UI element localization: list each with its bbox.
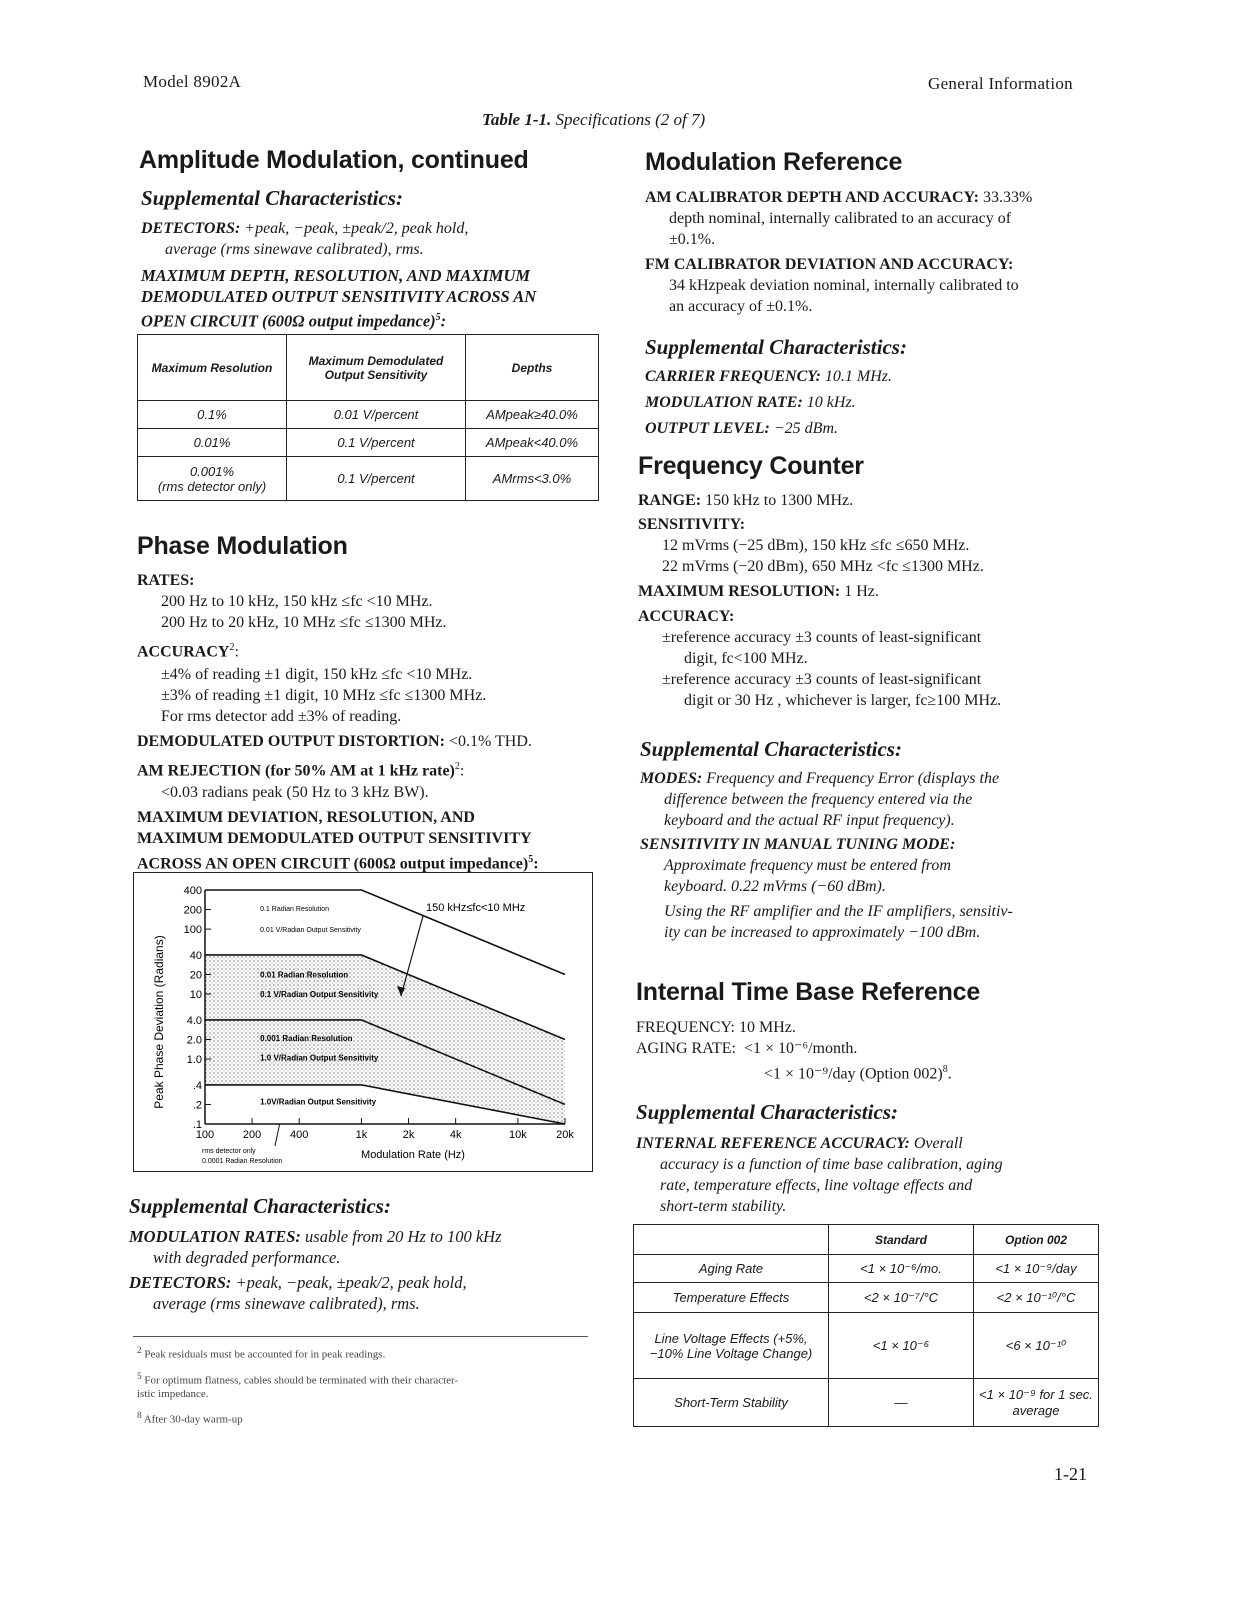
ira-line-4: short-term stability. (660, 1198, 787, 1215)
fc-acc-line-3: ±reference accuracy ±3 counts of least-significant (662, 671, 982, 688)
am-table-cell-note: (rms detector only) (157, 478, 267, 494)
chart-y-tick-label: 40 (189, 949, 202, 962)
modes-label: MODES: (640, 770, 703, 787)
maxdepth-line-2: DEMODULATED OUTPUT SENSITIVITY ACROSS AN (141, 287, 537, 306)
modref-supp-block (645, 364, 1115, 442)
chart-y-axis-label: Peak Phase Deviation (Radians) (152, 935, 166, 1109)
amcal-line-3: ±0.1%. (669, 231, 716, 248)
smt-label: SENSITIVITY IN MANUAL TUNING MODE: (640, 836, 956, 853)
chart-y-tick-label: 10 (189, 989, 202, 1002)
am-supp-title: Supplemental Characteristics: (141, 186, 403, 210)
modref-supp-title: Supplemental Characteristics: (645, 335, 907, 359)
phase-deviation-chart (133, 872, 593, 1172)
aging-footnote-ref: 8 (942, 1064, 948, 1075)
am-table-header-resolution: Maximum Resolution (138, 335, 287, 401)
am-continued-title: Amplitude Modulation, continued (139, 146, 529, 174)
tb-table-cell: <6 × 10⁻¹⁰ (974, 1313, 1099, 1379)
modrate-text: 10 kHz. (806, 394, 856, 411)
chart-x-axis-label: Modulation Rate (Hz) (361, 1149, 465, 1161)
fc-acc-label: ACCURACY: (638, 608, 735, 625)
am-table-cell: 0.1 V/percent (287, 457, 466, 501)
chart-y-tick-label: 100 (183, 924, 202, 937)
accuracy-footnote-ref: 2 (229, 642, 235, 653)
am-table-cell: 0.01 V/percent (287, 401, 466, 429)
modes-line-1: Frequency and Frequency Error (displays the (706, 770, 1000, 787)
tb-table-header-standard: Standard (829, 1225, 974, 1255)
carrier-text: 10.1 MHz. (824, 368, 893, 385)
table-row (634, 1283, 1099, 1313)
det2-text-2: average (rms sinewave calibrated), rms. (153, 1294, 420, 1313)
fmcal-label: FM CALIBRATOR DEVIATION AND ACCURACY: (645, 256, 1014, 273)
am-table-cell: AMpeak<40.0% (466, 429, 599, 457)
header-section: General Information (928, 74, 1073, 93)
modes-line-2: difference between the frequency entered via the (664, 791, 973, 808)
chart-region-label: 1.0 V/Radian Output Sensitivity (260, 1053, 379, 1063)
footnote-2: Peak residuals must be accounted for in peak readings. (144, 1348, 386, 1361)
chart-region-label: 0.01 Radian Resolution (260, 970, 349, 980)
amcal-text: 33.33% (982, 189, 1033, 206)
chart-region-label: 0.1 Radian Resolution (260, 906, 329, 914)
maxdev-line-3: ACROSS AN OPEN CIRCUIT (600Ω output impedance) (137, 854, 529, 872)
maxres-label: MAXIMUM RESOLUTION: (638, 583, 841, 600)
fc-block (638, 490, 1113, 711)
fc-acc-line-1: ±reference accuracy ±3 counts of least-significant (662, 629, 982, 646)
modrates-label: MODULATION RATES: (129, 1227, 301, 1246)
smt-line-3: Using the RF amplifier and the IF amplifiers, sensitiv- (664, 903, 1013, 920)
chart-x-tick-label: 10k (509, 1129, 527, 1141)
chart-y-tick-label: 400 (183, 885, 202, 897)
amcal-label: AM CALIBRATOR DEPTH AND ACCURACY: (645, 189, 979, 206)
maxdev-line-1: MAXIMUM DEVIATION, RESOLUTION, AND (137, 808, 475, 826)
table-row (138, 401, 599, 429)
ira-line-1: Overall (913, 1135, 963, 1152)
chart-shaded-region (205, 955, 565, 1124)
footnotes: $^2$ Peak residuals must be accounted for in peak readings. $^5$ For optimum flatness, cables should be terminated with their character- istic impedance. $^8$ After 30-day warm-up (137, 1343, 597, 1427)
chart-region-label: 0.001 Radian Resolution (260, 1033, 353, 1043)
tb-table-header-option: Option 002 (974, 1225, 1099, 1255)
am-table-cell: 0.1% (138, 401, 287, 429)
carrier-label: CARRIER FREQUENCY: (645, 368, 821, 385)
chart-region-label: 0.01 V/Radian Output Sensitivity (260, 927, 361, 935)
amrej-label: AM REJECTION (for 50% AM at 1 kHz rate) (137, 762, 455, 780)
footnote-5: For optimum flatness, cables should be terminated with their character- (144, 1374, 459, 1387)
am-detectors (141, 218, 621, 260)
tb-table-cell: <1 × 10⁻⁶/mo. (829, 1255, 974, 1283)
smt-line-4: ity can be increased to approximately −100 dBm. (664, 924, 981, 941)
chart-note-line-2: 0.0001 Radian Resolution (202, 1158, 283, 1165)
chart-region-label: 0.1 V/Radian Output Sensitivity (260, 990, 379, 1000)
tb-table-header-blank (634, 1225, 829, 1255)
modrates-text-2: with degraded performance. (153, 1248, 341, 1267)
modes-line-3: keyboard and the actual RF input frequency). (664, 812, 955, 829)
aging-label: AGING RATE: (636, 1040, 736, 1057)
maxdev-footnote-ref: 5 (528, 853, 534, 865)
am-table-cell: AMrms<3.0% (466, 457, 599, 501)
chart-annotation: 150 kHz≤fc<10 MHz (426, 902, 526, 914)
accuracy-label: ACCURACY (137, 643, 230, 661)
chart-plot-area (184, 885, 575, 1146)
chart-y-tick-label: 200 (183, 904, 202, 917)
itb-title: Internal Time Base Reference (636, 978, 981, 1006)
fc-supp-title: Supplemental Characteristics: (640, 737, 902, 761)
detectors-text: +peak, −peak, ±peak/2, peak hold, (244, 220, 469, 237)
tb-table-cell: Temperature Effects (634, 1283, 829, 1313)
ira-line-2: accuracy is a function of time base calibration, aging (660, 1156, 1003, 1173)
det2-label: DETECTORS: (129, 1273, 232, 1292)
detectors-text-2: average (rms sinewave calibrated), rms. (165, 241, 424, 258)
chart-x-tick-label: 200 (242, 1129, 262, 1141)
tb-table-cell: — (829, 1379, 974, 1427)
table-caption (482, 110, 705, 130)
table-row (138, 429, 599, 457)
itb-supp-block (636, 1133, 1111, 1217)
modref-block (645, 187, 1115, 317)
chart-y-tick-label: .2 (192, 1099, 202, 1112)
table-row (634, 1379, 1099, 1427)
table-row (138, 457, 599, 501)
amrej-text: <0.03 radians peak (50 Hz to 3 kHz BW). (161, 783, 429, 801)
table-row (634, 1313, 1099, 1379)
pm-title: Phase Modulation (137, 532, 348, 560)
rates-line-2: 200 Hz to 20 kHz, 10 MHz ≤fc ≤1300 MHz. (161, 614, 447, 631)
am-table-header-depths: Depths (466, 335, 599, 401)
chart-x-tick-label: 400 (290, 1129, 309, 1141)
freq-text: 10 MHz. (738, 1019, 796, 1036)
maxdepth-line-1: MAXIMUM DEPTH, RESOLUTION, AND MAXIMUM (141, 266, 531, 285)
ira-line-3: rate, temperature effects, line voltage effects and (660, 1177, 973, 1194)
am-resolution-table (137, 334, 599, 501)
header-model: Model 8902A (143, 72, 242, 91)
detectors-label: DETECTORS: (141, 220, 241, 237)
footnote-8: After 30-day warm-up (143, 1413, 243, 1426)
rates-label: RATES: (137, 572, 195, 589)
pm-supp-title: Supplemental Characteristics: (129, 1194, 391, 1218)
am-maxdepth-heading: MAXIMUM DEPTH, RESOLUTION, AND MAXIMUM DEMODULATED OUTPUT SENSITIVITY ACROSS AN OPEN CIRCUIT (600Ω output impedance)$^5$: (141, 265, 621, 332)
chart-y-tick-label: .1 (192, 1119, 202, 1131)
fc-title: Frequency Counter (638, 452, 864, 480)
tb-table-cell: <1 × 10⁻⁹/day (974, 1255, 1099, 1283)
ira-label: INTERNAL REFERENCE ACCURACY: (636, 1135, 910, 1152)
tb-table-cell: Short-Term Stability (634, 1379, 829, 1427)
fc-acc-line-4: digit or 30 Hz , whichever is larger, fc≥100 MHz. (684, 692, 1002, 709)
tb-table-cell: <2 × 10⁻¹⁰/°C (974, 1283, 1099, 1313)
sens-line-2: 22 mVrms (−20 dBm), 650 MHz <fc ≤1300 MHz. (662, 558, 984, 575)
modrate-label: MODULATION RATE: (645, 394, 803, 411)
distortion-text: <0.1% THD. (448, 733, 532, 751)
chart-note-line-1: rms detector only (202, 1148, 256, 1155)
smt-line-1: Approximate frequency must be entered from (664, 857, 951, 874)
maxdepth-line-3: OPEN CIRCUIT (600Ω output impedance) (141, 311, 436, 331)
am-table-cell (138, 457, 287, 501)
pm-supp-block (129, 1226, 609, 1314)
smt-line-2: keyboard. 0.22 mVrms (−60 dBm). (664, 878, 886, 895)
maxdepth-footnote-ref: 5 (435, 312, 441, 323)
fmcal-line-2: an accuracy of ±0.1%. (669, 298, 813, 315)
am-table-cell: 0.01% (138, 429, 287, 457)
footnote-divider (133, 1336, 588, 1337)
tb-table-cell: <1 × 10⁻⁹ for 1 sec. average (974, 1379, 1099, 1427)
rates-line-1: 200 Hz to 10 kHz, 150 kHz ≤fc <10 MHz. (161, 593, 433, 610)
aging-line-2: <1 × 10⁻⁹/day (Option 002) (764, 1065, 943, 1083)
modrates-text: usable from 20 Hz to 100 kHz (305, 1227, 502, 1246)
sens-label: SENSITIVITY: (638, 516, 746, 533)
modref-title: Modulation Reference (645, 148, 903, 176)
tb-table-cell: <2 × 10⁻⁷/°C (829, 1283, 974, 1313)
chart-y-tick-label: 2.0 (186, 1034, 202, 1047)
range-label: RANGE: (638, 492, 702, 509)
page-number: 1-21 (1054, 1464, 1087, 1484)
table-caption-prefix: Table 1-1. (482, 110, 552, 129)
fc-supp-block (640, 768, 1115, 943)
chart-region-label: 1.0V/Radian Output Sensitivity (260, 1097, 377, 1107)
maxdev-line-2: MAXIMUM DEMODULATED OUTPUT SENSITIVITY (137, 829, 532, 847)
chart-x-tick-label: 2k (402, 1129, 415, 1141)
am-table-cell: 0.1 V/percent (287, 429, 466, 457)
det2-text: +peak, −peak, ±peak/2, peak hold, (235, 1273, 467, 1292)
chart-y-tick-label: 1.0 (186, 1054, 202, 1067)
chart-y-tick-label: 4.0 (186, 1014, 202, 1027)
am-table-cell: AMpeak≥40.0% (466, 401, 599, 429)
chart-y-tick-label: .4 (192, 1079, 202, 1092)
chart-y-tick-label: 20 (189, 969, 202, 982)
tb-table-cell: Line Voltage Effects (+5%, −10% Line Voltage Change) (634, 1313, 829, 1379)
amcal-line-2: depth nominal, internally calibrated to an accuracy of (669, 210, 1012, 227)
table-caption-text: Specifications (2 of 7) (555, 110, 706, 129)
table-row (634, 1255, 1099, 1283)
amrej-footnote-ref: 2 (454, 761, 460, 773)
outlevel-text: −25 dBm. (773, 420, 838, 437)
tb-table-cell: Aging Rate (634, 1255, 829, 1283)
sens-line-1: 12 mVrms (−25 dBm), 150 kHz ≤fc ≤650 MHz. (662, 537, 970, 554)
fc-acc-line-2: digit, fc<100 MHz. (684, 650, 808, 667)
tb-table-cell: <1 × 10⁻⁶ (829, 1313, 974, 1379)
timebase-table (633, 1224, 1099, 1427)
acc-line-2: ±3% of reading ±1 digit, 10 MHz ≤fc ≤1300 MHz. (161, 687, 487, 705)
chart-x-tick-label: 4k (449, 1129, 462, 1141)
acc-line-3: For rms detector add ±3% of reading. (161, 708, 402, 726)
fmcal-line-1: 34 kHzpeak deviation nominal, internally calibrated to (669, 277, 1019, 294)
chart-x-tick-label: 1k (355, 1129, 368, 1141)
outlevel-label: OUTPUT LEVEL: (645, 420, 770, 437)
chart-note-pointer (275, 1124, 280, 1146)
footnote-5-cont: istic impedance. (137, 1388, 209, 1401)
am-table-cell-value: 0.001% (189, 463, 235, 479)
itb-block: FREQUENCY: 10 MHz. AGING RATE: <1 × 10⁻⁶/month. <1 × 10⁻⁹/day (Option 002)$^8$. (636, 1019, 952, 1083)
am-table-header-sensitivity: Maximum Demodulated Output Sensitivity (287, 335, 466, 401)
range-text: 150 kHz to 1300 MHz. (705, 492, 854, 509)
itb-supp-title: Supplemental Characteristics: (636, 1100, 898, 1124)
distortion-label: DEMODULATED OUTPUT DISTORTION: (137, 733, 445, 751)
pm-rates-block: RATES: 200 Hz to 10 kHz, 150 kHz ≤fc <10 MHz. 200 Hz to 20 kHz, 10 MHz ≤fc ≤1300 MHz. $ACCURACY^2$: ±4% of reading ±1 digit, 150 kHz ≤fc <10 MHz. ±3% of reading ±1 digit, 10 MHz ≤fc ≤1300 MHz. For rms detector add ±3% of reading. DEMODULATED OUTPUT DISTORTION: <0.1% THD. AM REJECTION (for 50% AM at 1 kHz rate)$^2$: <0.03 radians peak (50 Hz to 3 kHz BW). MAXIMUM DEVIATION, RESOLUTION, AND MAXIMUM DEMODULATED OUTPUT SENSITIVITY ACROSS AN OPEN CIRCUIT (600Ω output impedance)$^5$: (137, 570, 617, 874)
freq-label: FREQUENCY: (636, 1019, 735, 1036)
maxres-text: 1 Hz. (844, 583, 879, 600)
chart-x-tick-label: 100 (195, 1129, 215, 1141)
chart-x-tick-label: 20k (556, 1129, 574, 1141)
acc-line-1: ±4% of reading ±1 digit, 150 kHz ≤fc <10 MHz. (161, 666, 473, 684)
aging-line-1: <1 × 10⁻⁶/month. (744, 1040, 858, 1057)
